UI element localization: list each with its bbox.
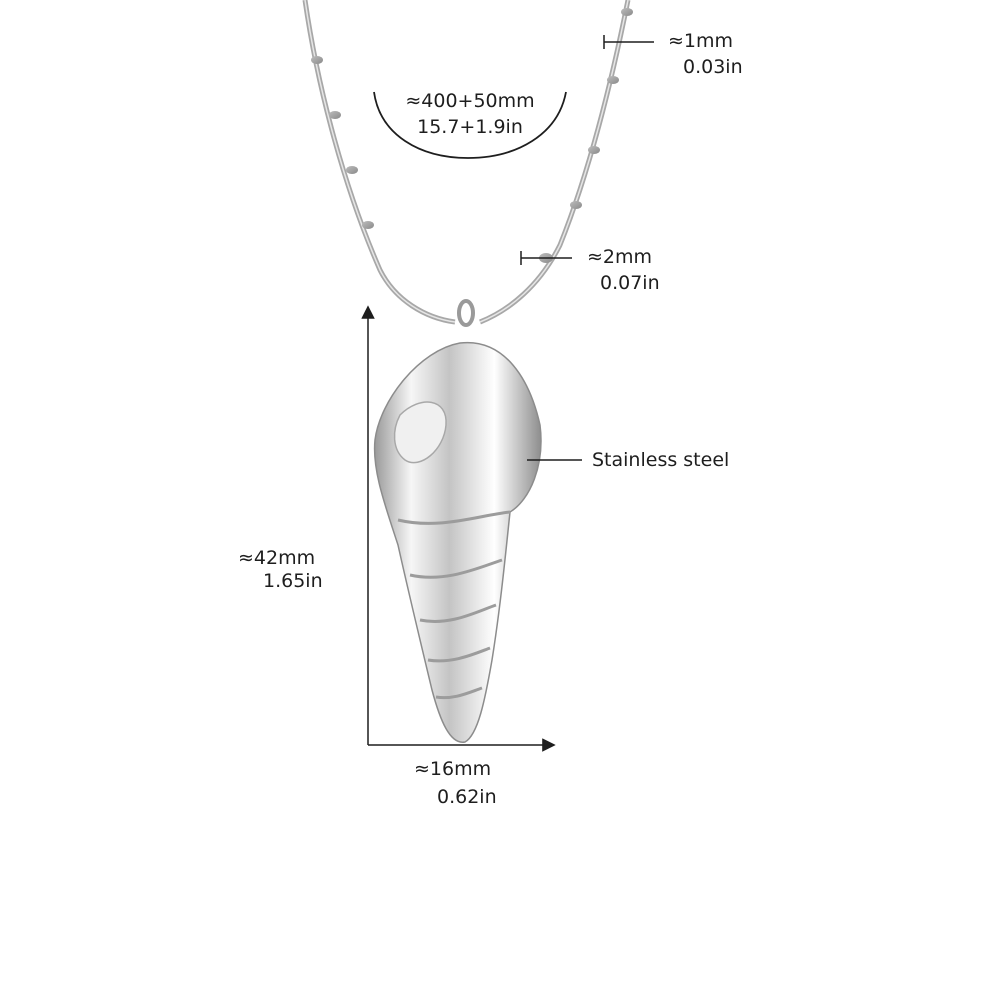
chain-wire-mm-label: ≈1mm — [668, 30, 734, 52]
bead-mm-label: ≈2mm — [587, 246, 653, 268]
chain-wire-in-label: 0.03in — [683, 56, 743, 78]
bead-in-label: 0.07in — [600, 272, 660, 294]
material-label: Stainless steel — [592, 449, 730, 471]
height-mm-label: ≈42mm — [238, 547, 316, 569]
chain-length-mm-label: ≈400+50mm — [405, 90, 535, 112]
chain-length-in-label: 15.7+1.9in — [417, 116, 523, 138]
width-mm-label: ≈16mm — [414, 758, 492, 780]
seashell-pendant-icon — [375, 343, 541, 743]
height-in-label: 1.65in — [263, 570, 323, 592]
chain-icon — [305, 0, 633, 325]
width-in-label: 0.62in — [437, 786, 497, 808]
